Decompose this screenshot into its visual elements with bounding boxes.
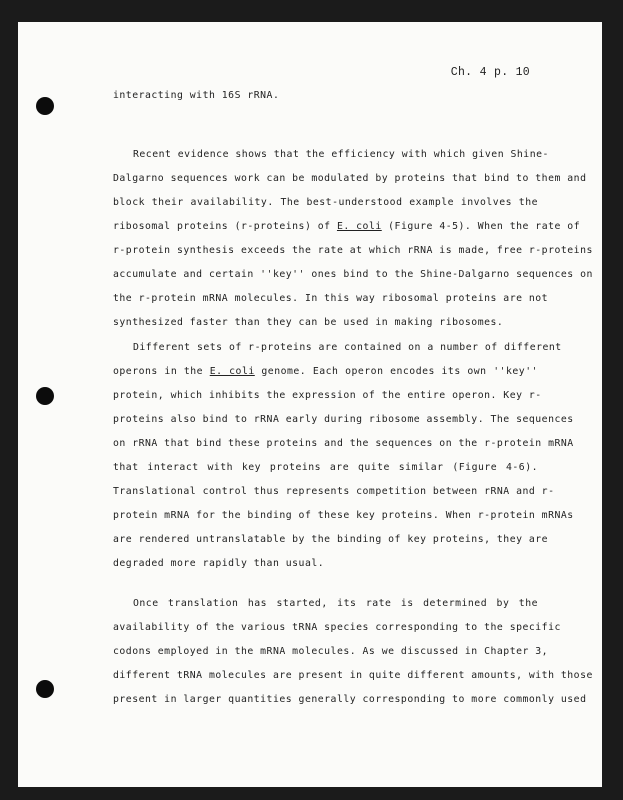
continuation-text [113,84,538,108]
punch-hole [36,387,54,405]
text-line: on rRNA that bind these proteins and the sequences on the r-protein mRNA [113,438,574,449]
document-page [18,22,602,787]
text-line: interacting with 16S rRNA. [113,90,280,101]
text-line: different tRNA molecules are present in quite different amounts, with those [113,670,593,681]
text-line: codons employed in the mRNA molecules. As we discussed in Chapter 3, [113,646,549,657]
text-line: r-protein synthesis exceeds the rate at which rRNA is made, free r-proteins [113,245,593,256]
text-line: synthesized faster than they can be used in making ribosomes. [113,317,504,328]
text-span: operons in the [113,366,210,377]
text-line: Different sets of r-proteins are contained on a number of different [133,342,562,353]
text-line: proteins also bind to rRNA early during ribosome assembly. The sequences [113,414,574,425]
text-line: Translational control thus represents competition between rRNA and r- [113,486,555,497]
text-line: degraded more rapidly than usual. [113,558,325,569]
species-name: E. coli [209,366,255,377]
text-line: accumulate and certain ''key'' ones bind to the Shine-Dalgarno sequences on [113,269,593,280]
text-line: protein, which inhibits the expression of the entire operon. Key r- [113,390,542,401]
text-span: ribosomal proteins (r-proteins) of [113,221,337,232]
text-line: Recent evidence shows that the efficiency with which given Shine- [133,149,549,160]
text-line: that interact with key proteins are quite similar (Figure 4-6). [113,462,538,473]
paragraph-1 [113,143,593,335]
paragraph-2 [113,336,574,576]
text-line [113,215,581,239]
species-name: E. coli [336,221,382,232]
text-line: present in larger quantities generally corresponding to more commonly used [113,694,587,705]
page-header: Ch. 4 p. 10 [450,66,530,79]
paragraph-3 [113,592,593,712]
text-line: protein mRNA for the binding of these key proteins. When r-protein mRNAs [113,510,574,521]
text-line: Once translation has started, its rate is determined by the [133,598,538,609]
text-line: availability of the various tRNA species corresponding to the specific [113,622,561,633]
text-span: (Figure 4-5). When the rate of [381,221,581,232]
text-line: Dalgarno sequences work can be modulated by proteins that bind to them and [113,173,587,184]
text-line: are rendered untranslatable by the binding of key proteins, they are [113,534,549,545]
text-line: block their availability. The best-understood example involves the [113,197,538,208]
text-line: the r-protein mRNA molecules. In this way ribosomal proteins are not [113,293,549,304]
text-line [113,360,538,384]
punch-hole [36,680,54,698]
punch-hole [36,97,54,115]
text-span: genome. Each operon encodes its own ''key'' [254,366,538,377]
